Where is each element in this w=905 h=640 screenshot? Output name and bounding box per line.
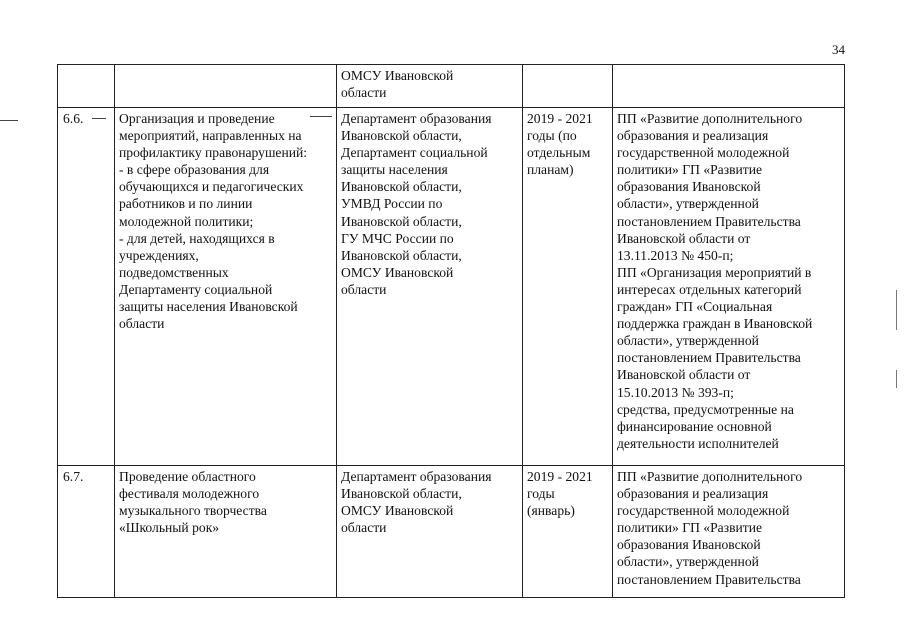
executors-cell [337,466,523,598]
text-line: области», утвержденной [617,554,759,570]
row-number-cell [58,466,115,598]
text-line: молодежной политики; [119,213,254,229]
row-number: 6.6. [63,111,84,126]
text-line: мероприятий, направленных на [119,128,302,144]
text-line: ОМСУ Ивановской [341,68,454,83]
text-line: Проведение областного [119,469,256,484]
text-line: Ивановской области, [341,179,462,195]
text-line: Ивановской области от [617,230,751,246]
row-number: 6.7. [63,469,84,484]
text-line: ПП «Организация мероприятий в [617,264,812,280]
text-line: образования Ивановской [617,537,761,553]
text-line: Ивановской области, [341,486,462,502]
scan-artifact-left-dash [0,120,18,121]
text-line: постановлением Правительства [617,571,801,587]
text-line: образования и реализация [617,128,769,144]
text-line: политики» ГП «Развитие [617,162,763,178]
text-line: 13.11.2013 № 450-п; [617,247,734,263]
text-line: Департамент образования [341,111,492,126]
page-number: 34 [832,42,845,57]
table-row [58,65,845,108]
activities-table [57,64,845,598]
text-line: работников и по линии [119,196,253,212]
text-line: подведомственных [119,264,229,280]
period-cell [523,466,613,598]
activity-cell [115,466,337,598]
text-line: образования и реализация [617,486,769,502]
scan-artifact-right-edge [896,290,897,330]
text-line: защиты населения Ивановской [119,299,298,315]
text-line: ГУ МЧС России по [341,230,454,246]
text-line: политики» ГП «Развитие [617,520,763,536]
row-number-cell [58,65,115,108]
text-line: годы [527,486,555,502]
text-line: области [341,520,387,536]
text-line: Департамент социальной [341,145,488,161]
text-line: поддержка граждан в Ивановской [617,316,813,332]
activity-cell [115,65,337,108]
text-line: области [341,281,387,297]
text-line: «Школьный рок» [119,520,220,536]
activity-cell [115,108,337,466]
financing-cell [613,466,845,598]
text-line: Ивановской области от [617,367,751,383]
text-line: отдельным [527,145,591,161]
period-cell [523,65,613,108]
text-line: финансирование основной [617,418,772,434]
text-line: профилактику правонарушений: [119,145,308,161]
text-line: постановлением Правительства [617,213,801,229]
text-line: деятельности исполнителей [617,435,779,451]
text-line: (январь) [527,503,575,519]
text-line: области», утвержденной [617,196,759,212]
row-number-cell [58,108,115,466]
text-line: постановлением Правительства [617,350,801,366]
text-line: музыкального творчества [119,503,267,519]
text-line: защиты населения [341,162,448,178]
text-line: фестиваля молодежного [119,486,260,502]
text-line: Департамент образования [341,469,492,484]
financing-cell [613,65,845,108]
scan-artifact-right-edge-2 [896,370,897,388]
text-line: Ивановской области, [341,213,462,229]
text-line: интересах отдельных категорий [617,281,802,297]
text-line: ОМСУ Ивановской [341,503,454,519]
table-row [58,466,845,598]
text-line: граждан» ГП «Социальная [617,299,773,315]
text-line: Организация и проведение [119,111,275,126]
text-line: области [341,85,387,101]
text-line: обучающихся и педагогических [119,179,304,195]
text-line: Департаменту социальной [119,281,273,297]
text-line: области», утвержденной [617,333,759,349]
text-line: планам) [527,162,574,178]
text-line: Ивановской области, [341,128,462,144]
text-line: ПП «Развитие дополнительного [617,469,803,484]
text-line: области [119,316,165,332]
text-line: Ивановской области, [341,247,462,263]
period-cell [523,108,613,466]
text-line: 2019 - 2021 [527,469,593,484]
executors-cell [337,65,523,108]
text-line: - в сфере образования для [119,162,270,178]
text-line: УМВД России по [341,196,443,212]
text-line: образования Ивановской [617,179,761,195]
text-line: средства, предусмотренные на [617,401,794,417]
text-line: годы (по [527,128,577,144]
executors-cell [337,108,523,466]
text-line: государственной молодежной [617,145,790,161]
table-row [58,108,845,466]
text-line: - для детей, находящихся в [119,230,275,246]
text-line: 2019 - 2021 [527,111,593,126]
text-line: ОМСУ Ивановской [341,264,454,280]
text-line: учреждениях, [119,247,199,263]
financing-cell [613,108,845,466]
text-line: государственной молодежной [617,503,790,519]
text-line: 15.10.2013 № 393-п; [617,384,734,400]
text-line: ПП «Развитие дополнительного [617,111,803,126]
